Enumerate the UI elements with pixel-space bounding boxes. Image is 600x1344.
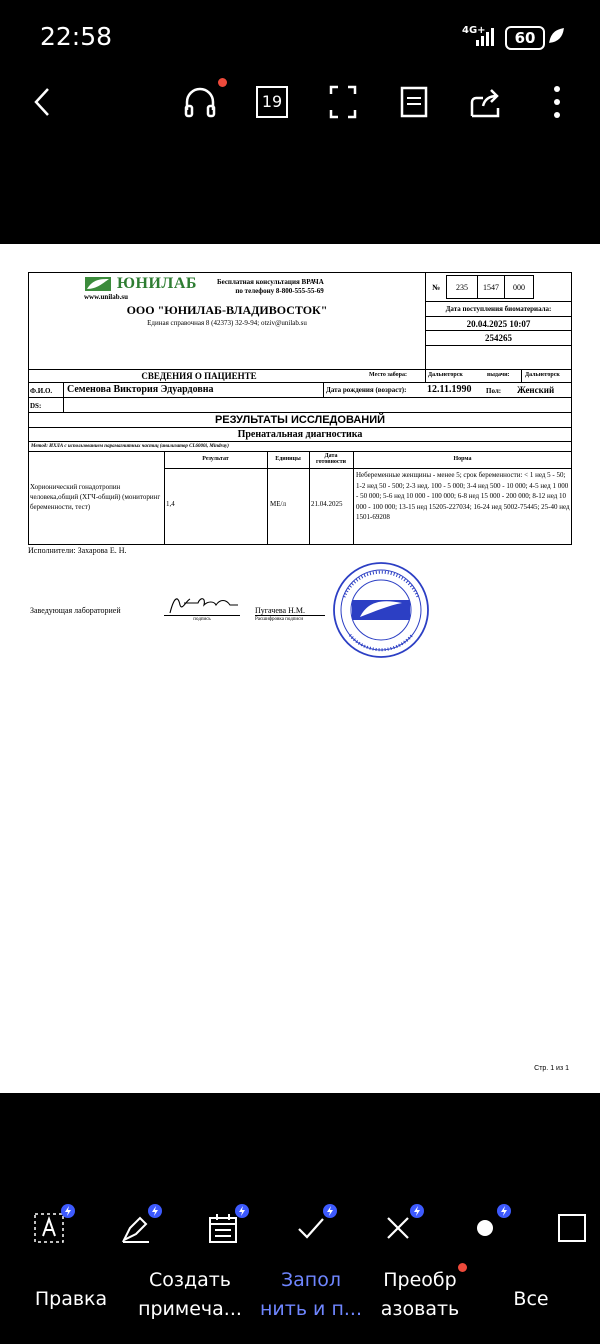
results-title: РЕЗУЛЬТАТЫ ИССЛЕДОВАНИЙ <box>28 412 572 427</box>
checkmark-tool-icon[interactable] <box>293 1210 329 1246</box>
brand-logo <box>85 275 197 293</box>
header-ready-date: Дата готовности <box>316 453 346 465</box>
header-result: Результат <box>202 456 229 462</box>
performers: Исполнители: Захарова Е. Н. <box>28 546 127 555</box>
ds-label: DS: <box>30 402 42 410</box>
method-note: Метод: ИХЛА с использованием парамагнитных частиц (анализатор CL6000i, Mindray) <box>28 441 572 451</box>
logo-mark-icon <box>85 277 111 291</box>
organization-name: ООО "ЮНИЛАБ-ВЛАДИВОСТОК" <box>126 303 328 317</box>
fio-label: Ф.И.О. <box>30 387 53 395</box>
premium-badge-icon <box>148 1204 162 1218</box>
received-date: 20.04.2025 10:07 <box>426 316 571 331</box>
document-page[interactable] <box>0 244 600 1093</box>
issue-label: выдачи: <box>487 372 510 378</box>
pen-sign-tool-icon[interactable] <box>118 1210 154 1246</box>
tab-label: Создать <box>148 1269 232 1291</box>
diagnosis-row <box>28 397 572 412</box>
hotline-line-1: Бесплатная консультация ВРАЧА <box>217 278 324 286</box>
patient-name: Семенова Виктория Эдуардовна <box>67 384 214 395</box>
website: www.unilab.su <box>84 293 128 301</box>
number-part: 000 <box>505 275 534 299</box>
notification-dot <box>218 78 227 87</box>
header-units: Единицы <box>275 456 301 462</box>
tab-label: Преобр <box>383 1269 457 1291</box>
reading-mode-icon[interactable] <box>394 82 434 122</box>
received-label: Дата поступления биоматериала: <box>426 301 571 317</box>
results-table <box>28 451 572 545</box>
norm-value: Небеременные женщины - менее 5; срок беременности: < 1 нед 5 - 50; 1-2 нед 50 - 500; 2-3 нед. 100 - 5 000; 3-4 нед 500 - 10 000; 4-5 нед 1 000 - 50 000; 5-6 нед 10 000 - 100 000; 6-8 нед 15 000 - 200 000; 8-12 нед 10 000 - 100 000; 13-15 нед 15205-227034; 16-24 нед 5002-75445; 25-40 нед 1501-69208 <box>356 471 570 521</box>
dob-value: 12.11.1990 <box>427 384 472 395</box>
status-time: 22:58 <box>40 22 113 51</box>
cross-tool-icon[interactable] <box>380 1210 416 1246</box>
page-count: 19 <box>256 86 288 118</box>
tab-label: Правка <box>34 1288 108 1310</box>
tab-label: нить и п... <box>259 1298 362 1320</box>
date-tool-icon[interactable] <box>205 1210 241 1246</box>
stamp-icon <box>332 561 430 664</box>
results-subtitle: Пренатальная диагностика <box>28 427 572 441</box>
tab-label: Запол <box>280 1269 341 1291</box>
order-number <box>426 273 572 301</box>
signer-name: Пугачева Н.М. <box>255 606 305 615</box>
issue-value: Дальнегорск <box>525 372 560 378</box>
premium-badge-icon <box>497 1204 511 1218</box>
sex-value: Женский <box>517 385 555 395</box>
hotline-line-2: по телефону 8-800-555-55-69 <box>235 287 324 295</box>
tab-fill-sign[interactable] <box>256 1266 366 1330</box>
text-box-tool-icon[interactable] <box>31 1210 67 1246</box>
premium-badge-icon <box>323 1204 337 1218</box>
sampling-value: Дальнегорск <box>428 372 463 378</box>
number-part: 235 <box>446 275 478 299</box>
tab-edit[interactable] <box>26 1280 116 1344</box>
dot-tool-icon[interactable] <box>467 1210 503 1246</box>
patient-info-header <box>28 369 572 382</box>
tab-label: примеча... <box>138 1298 242 1320</box>
test-name: Хорионический гонадотропин человека,общий (ХГЧ-общий) (мониторинг беременности, тест) <box>30 483 161 511</box>
head-label: Заведующая лабораторией <box>30 606 121 615</box>
notification-dot <box>458 1263 467 1272</box>
number-part: 1547 <box>478 275 505 299</box>
network-type: 4G+ <box>462 25 486 36</box>
received-code: 254265 <box>426 330 571 346</box>
signal-icon <box>462 26 496 48</box>
signer-caption: Расшифровка подписи <box>255 617 303 622</box>
sampling-label: Место забора: <box>369 372 408 378</box>
rectangle-tool-icon[interactable] <box>554 1210 590 1246</box>
page-number: Стр. 1 из 1 <box>534 1065 569 1072</box>
report-header <box>28 272 572 369</box>
tab-convert[interactable] <box>372 1266 468 1330</box>
premium-badge-icon <box>235 1204 249 1218</box>
battery-indicator: 60 <box>505 26 545 50</box>
ready-date-value: 21.04.2025 <box>311 500 343 508</box>
premium-badge-icon <box>61 1204 75 1218</box>
back-icon[interactable] <box>22 82 62 122</box>
headphones-icon[interactable] <box>180 82 220 122</box>
sex-label: Пол: <box>486 387 502 395</box>
patient-section-title: СВЕДЕНИЯ О ПАЦИЕНТЕ <box>141 371 257 381</box>
result-value: 1,4 <box>166 500 175 508</box>
share-icon[interactable] <box>466 82 506 122</box>
leaf-icon <box>548 28 564 49</box>
brand-name: ЮНИЛАБ <box>117 275 197 292</box>
tab-label: азовать <box>380 1298 460 1320</box>
premium-badge-icon <box>410 1204 424 1218</box>
tab-all[interactable] <box>496 1280 566 1344</box>
tab-label: Все <box>513 1288 549 1310</box>
signature-caption: подпись <box>193 617 211 622</box>
signature-block <box>28 555 572 622</box>
fullscreen-icon[interactable] <box>323 82 363 122</box>
number-label: № <box>431 282 441 292</box>
lab-report <box>28 272 572 622</box>
units-value: МЕ/л <box>270 500 286 508</box>
patient-name-row <box>28 382 572 397</box>
tab-create-note[interactable] <box>130 1266 250 1330</box>
dob-label: Дата рождения (возраст): <box>326 386 407 394</box>
hotline <box>217 278 324 296</box>
contact-info: Единая справочная 8 (42373) 32-9-94; otziv@unilab.su <box>147 319 307 327</box>
page-count-icon[interactable] <box>252 82 292 122</box>
more-options-icon[interactable] <box>537 82 577 122</box>
header-norm: Норма <box>453 456 472 462</box>
